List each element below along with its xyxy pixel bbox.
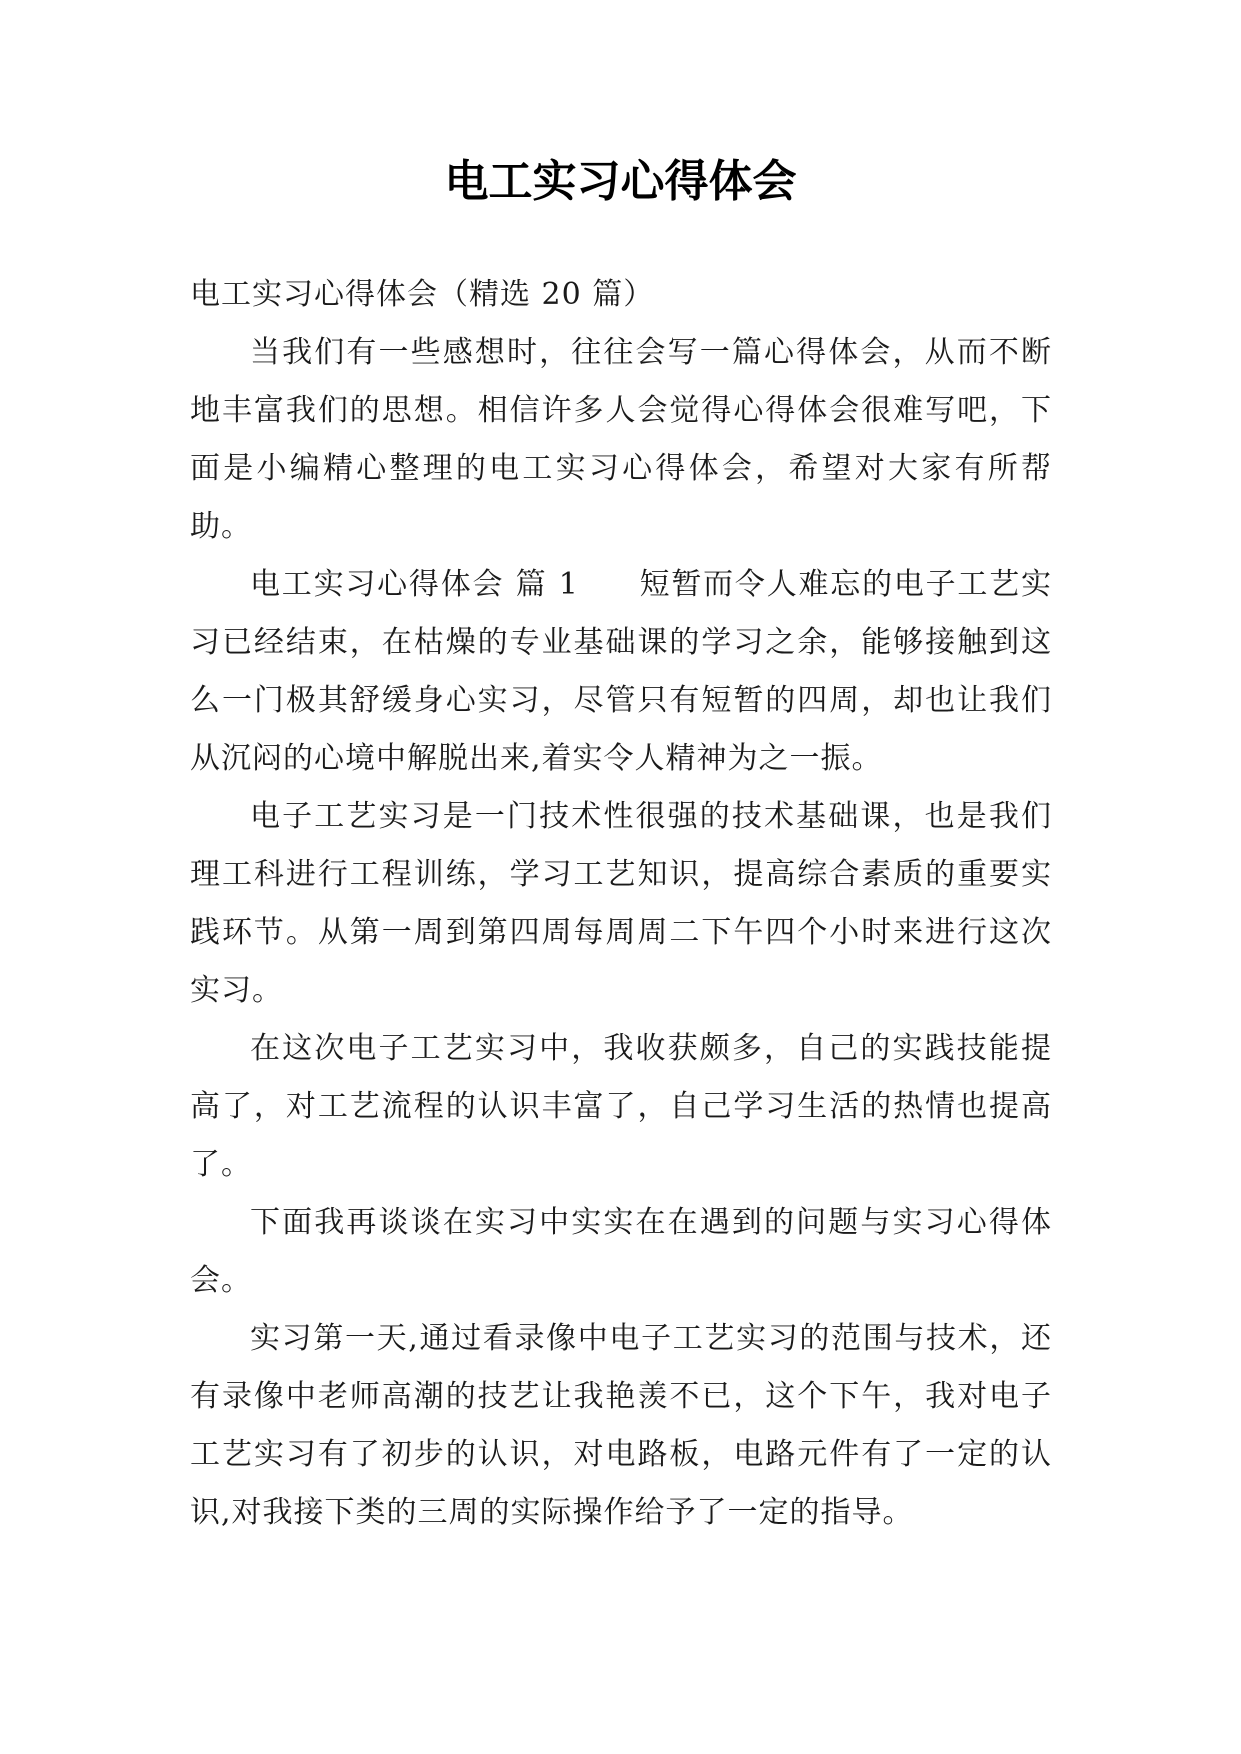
paragraph-day-one: 实习第一天,通过看录像中电子工艺实习的范围与技术，还有录像中老师高潮的技艺让我艳羡不已，这个下午，我对电子工艺实习有了初步的认识，对电路板，电路元件有了一定的认识,对我接下类的三周的实际操作给予了一定的指导。: [190, 1321, 1052, 1530]
section-1-heading: 电工实习心得体会 篇 1: [250, 567, 579, 602]
section-1-text: 短暂而令人难忘的电子工艺实习已经结束，在枯燥的专业基础课的学习之余，能够接触到这么一门极其舒缓身心实习，尽管只有短暂的四周，却也让我们从沉闷的心境中解脱出来,着实令人精神为之一振。: [190, 567, 1052, 776]
paragraph-gains: 在这次电子工艺实习中，我收获颇多，自己的实践技能提高了，对工艺流程的认识丰富了，自己学习生活的热情也提高了。: [190, 1031, 1052, 1182]
document-title: 电工实习心得体会: [444, 156, 797, 207]
intro-paragraph: 当我们有一些感想时，往往会写一篇心得体会，从而不断地丰富我们的思想。相信许多人会觉得心得体会很难写吧，下面是小编精心整理的电工实习心得体会，希望对大家有所帮助。: [190, 335, 1052, 544]
document-body: [190, 266, 1052, 1542]
paragraph-course: 电子工艺实习是一门技术性很强的技术基础课，也是我们理工科进行工程训练，学习工艺知识，提高综合素质的重要实践环节。从第一周到第四周每周周二下午四个小时来进行这次实习。: [190, 799, 1052, 1008]
paragraph-problems: 下面我再谈谈在实习中实实在在遇到的问题与实习心得体会。: [190, 1205, 1052, 1298]
document-subtitle: 电工实习心得体会（精选 20 篇）: [190, 277, 655, 312]
section-1-paragraph: [190, 556, 1052, 788]
